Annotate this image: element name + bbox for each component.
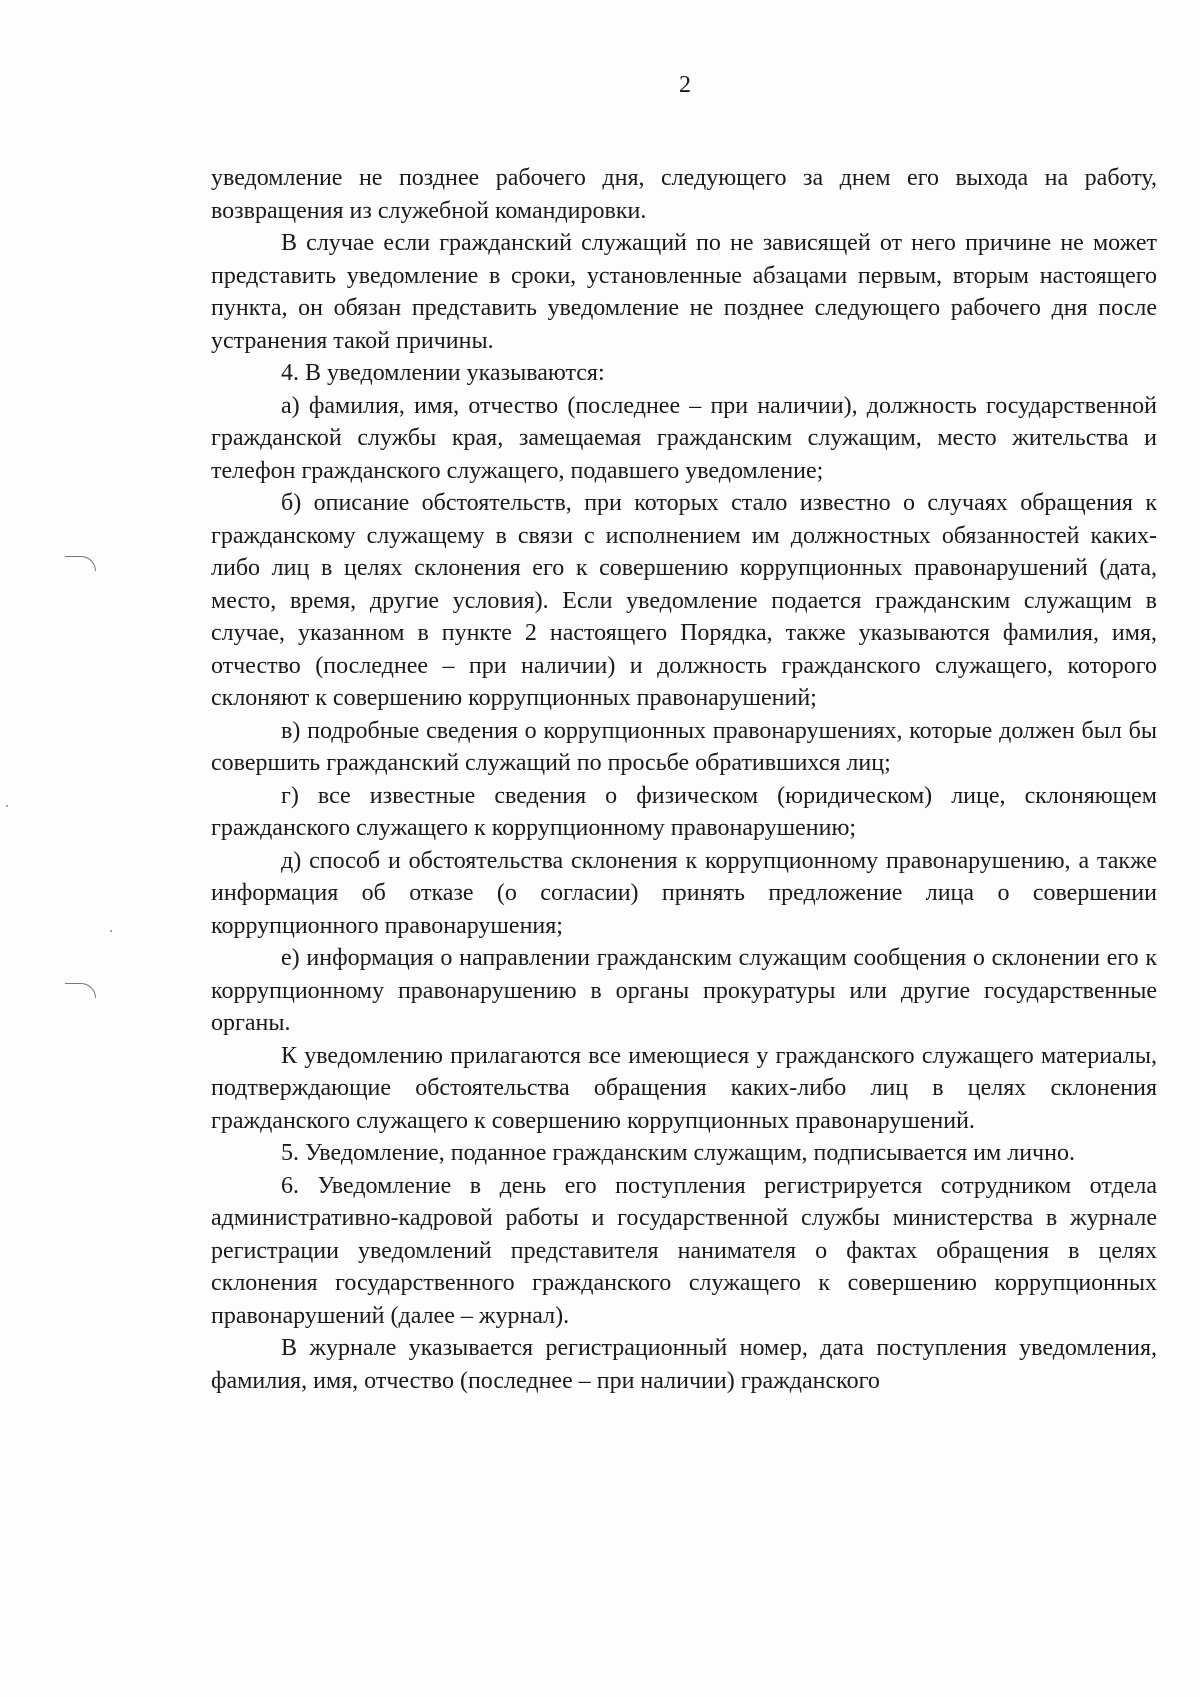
paragraph: 6. Уведомление в день его поступления регистрируется сотрудником отдела административно-кадровой работы и государственной службы министерства в журнале регистрации уведомлений представителя нанимателя о фактах обращения в целях склонения государственного гражданского служащего к совершению коррупционных правонарушений (далее – журнал). (211, 1172, 1157, 1329)
scan-artifact-mark (65, 556, 96, 571)
paragraph: б) описание обстоятельств, при которых стало известно о случаях обращения к гражданскому служащему в связи с исполнением им должностных обязанностей каких-либо лиц в целях склонения его к совершению коррупционных правонарушений (дата, место, время, другие условия). Если уведомление подается гражданским служащим в случае, указанном в пункте 2 настоящего Порядка, также указываются фамилия, имя, отчество (последнее – при наличии) и должность гражданского служащего, которого склоняют к совершению коррупционных правонарушений; (211, 490, 1157, 711)
paragraph: К уведомлению прилагаются все имеющиеся у гражданского служащего материалы, подтверждающие обстоятельства обращения каких-либо лиц в целях склонения гражданского служащего к совершению коррупционных правонарушений. (211, 1042, 1157, 1134)
scan-artifact-mark (65, 983, 96, 998)
paragraph: в) подробные сведения о коррупционных правонарушениях, которые должен был бы совершить гражданский служащий по просьбе обратившихся лиц; (211, 717, 1157, 776)
scan-artifact-dot (6, 805, 8, 807)
document-body (211, 162, 1157, 1397)
paragraph: 4. В уведомлении указываются: (281, 360, 605, 386)
paragraph: 5. Уведомление, поданное гражданским служащим, подписывается им лично. (281, 1140, 1075, 1166)
paragraph: В журнале указывается регистрационный номер, дата поступления уведомления, фамилия, имя, отчество (последнее – при наличии) гражданского (211, 1335, 1157, 1394)
paragraph: г) все известные сведения о физическом (юридическом) лице, склоняющем гражданского служащего к коррупционному правонарушению; (211, 782, 1157, 841)
paragraph: В случае если гражданский служащий по не зависящей от него причине не может представить уведомление в сроки, установленные абзацами первым, вторым настоящего пункта, он обязан представить уведомление не позднее следующего рабочего дня после устранения такой причины. (211, 230, 1157, 354)
paragraph: уведомление не позднее рабочего дня, следующего за днем его выхода на работу, возвращения из служебной командировки. (211, 165, 1157, 224)
paragraph: д) способ и обстоятельства склонения к коррупционному правонарушению, а также информация об отказе (о согласии) принять предложение лица о совершении коррупционного правонарушения; (211, 847, 1157, 939)
scan-artifact-dot (110, 930, 112, 932)
page-number: 2 (679, 72, 691, 98)
paragraph: е) информация о направлении гражданским служащим сообщения о склонении его к коррупционному правонарушению в органы прокуратуры или другие государственные органы. (211, 945, 1157, 1036)
paragraph: а) фамилия, имя, отчество (последнее – при наличии), должность государственной гражданской службы края, замещаемая гражданским служащим, место жительства и телефон гражданского служащего, подавшего уведомление; (211, 392, 1157, 484)
